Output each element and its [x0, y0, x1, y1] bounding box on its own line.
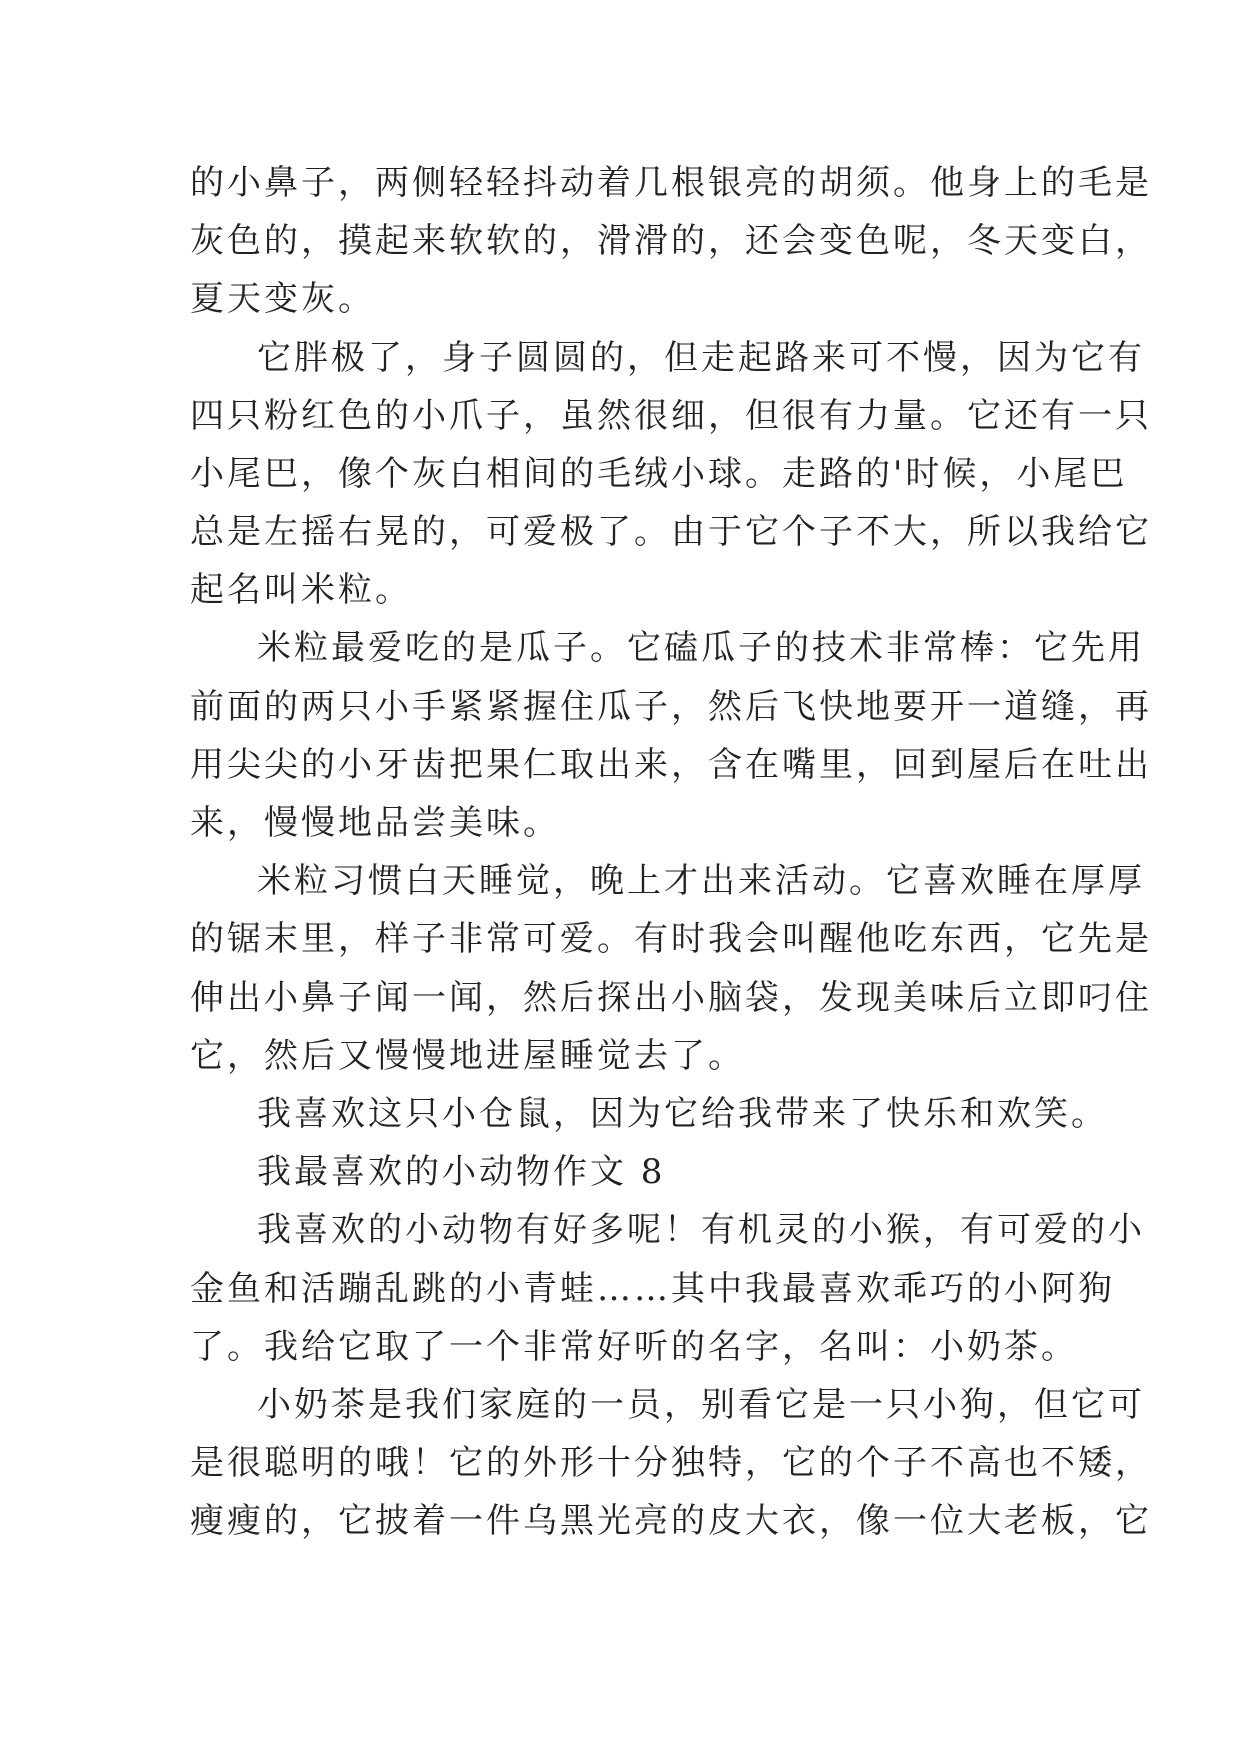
text-line: 灰色的，摸起来软软的，滑滑的，还会变色呢，冬天变白， [190, 221, 1152, 261]
text-line: 总是左摇右晃的，可爱极了。由于它个子不大，所以我给它 [190, 512, 1152, 552]
text-line: 了。我给它取了一个非常好听的名字，名叫：小奶茶。 [190, 1327, 1078, 1367]
text-line: 是很聪明的哦！它的外形十分独特，它的个子不高也不矮， [190, 1443, 1152, 1483]
section-title: 我最喜欢的小动物作文 8 [257, 1152, 666, 1192]
paragraph-first-line: 米粒最爱吃的是瓜子。它磕瓜子的技术非常棒：它先用 [257, 628, 1145, 668]
text-line: 的小鼻子，两侧轻轻抖动着几根银亮的胡须。他身上的毛是 [190, 163, 1152, 203]
text-line: 前面的两只小手紧紧握住瓜子，然后飞快地要开一道缝，再 [190, 687, 1152, 727]
text-line: 夏天变灰。 [190, 279, 375, 319]
text-line: 用尖尖的小牙齿把果仁取出来，含在嘴里，回到屋后在吐出 [190, 745, 1152, 785]
paragraph-first-line: 我喜欢这只小仓鼠，因为它给我带来了快乐和欢笑。 [257, 1094, 1108, 1134]
text-line: 金鱼和活蹦乱跳的小青蛙……其中我最喜欢乖巧的小阿狗 [190, 1269, 1115, 1309]
text-line: 四只粉红色的小爪子，虽然很细，但很有力量。它还有一只 [190, 396, 1152, 436]
text-line: 小尾巴，像个灰白相间的毛绒小球。走路的'时候，小尾巴 [190, 454, 1128, 494]
paragraph-first-line: 米粒习惯白天睡觉，晚上才出来活动。它喜欢睡在厚厚 [257, 861, 1145, 901]
text-line: 起名叫米粒。 [190, 570, 412, 610]
text-line: 来，慢慢地品尝美味。 [190, 803, 560, 843]
text-line: 的锯末里，样子非常可爱。有时我会叫醒他吃东西，它先是 [190, 919, 1152, 959]
text-line: 它，然后又慢慢地进屋睡觉去了。 [190, 1036, 745, 1076]
text-line: 伸出小鼻子闻一闻，然后探出小脑袋，发现美味后立即叼住 [190, 978, 1152, 1018]
paragraph-first-line: 我喜欢的小动物有好多呢！有机灵的小猴，有可爱的小 [257, 1210, 1145, 1250]
text-line: 瘦瘦的，它披着一件乌黑光亮的皮大衣，像一位大老板，它 [190, 1501, 1152, 1541]
paragraph-first-line: 它胖极了，身子圆圆的，但走起路来可不慢，因为它有 [257, 338, 1145, 378]
paragraph-first-line: 小奶茶是我们家庭的一员，别看它是一只小狗，但它可 [257, 1385, 1145, 1425]
